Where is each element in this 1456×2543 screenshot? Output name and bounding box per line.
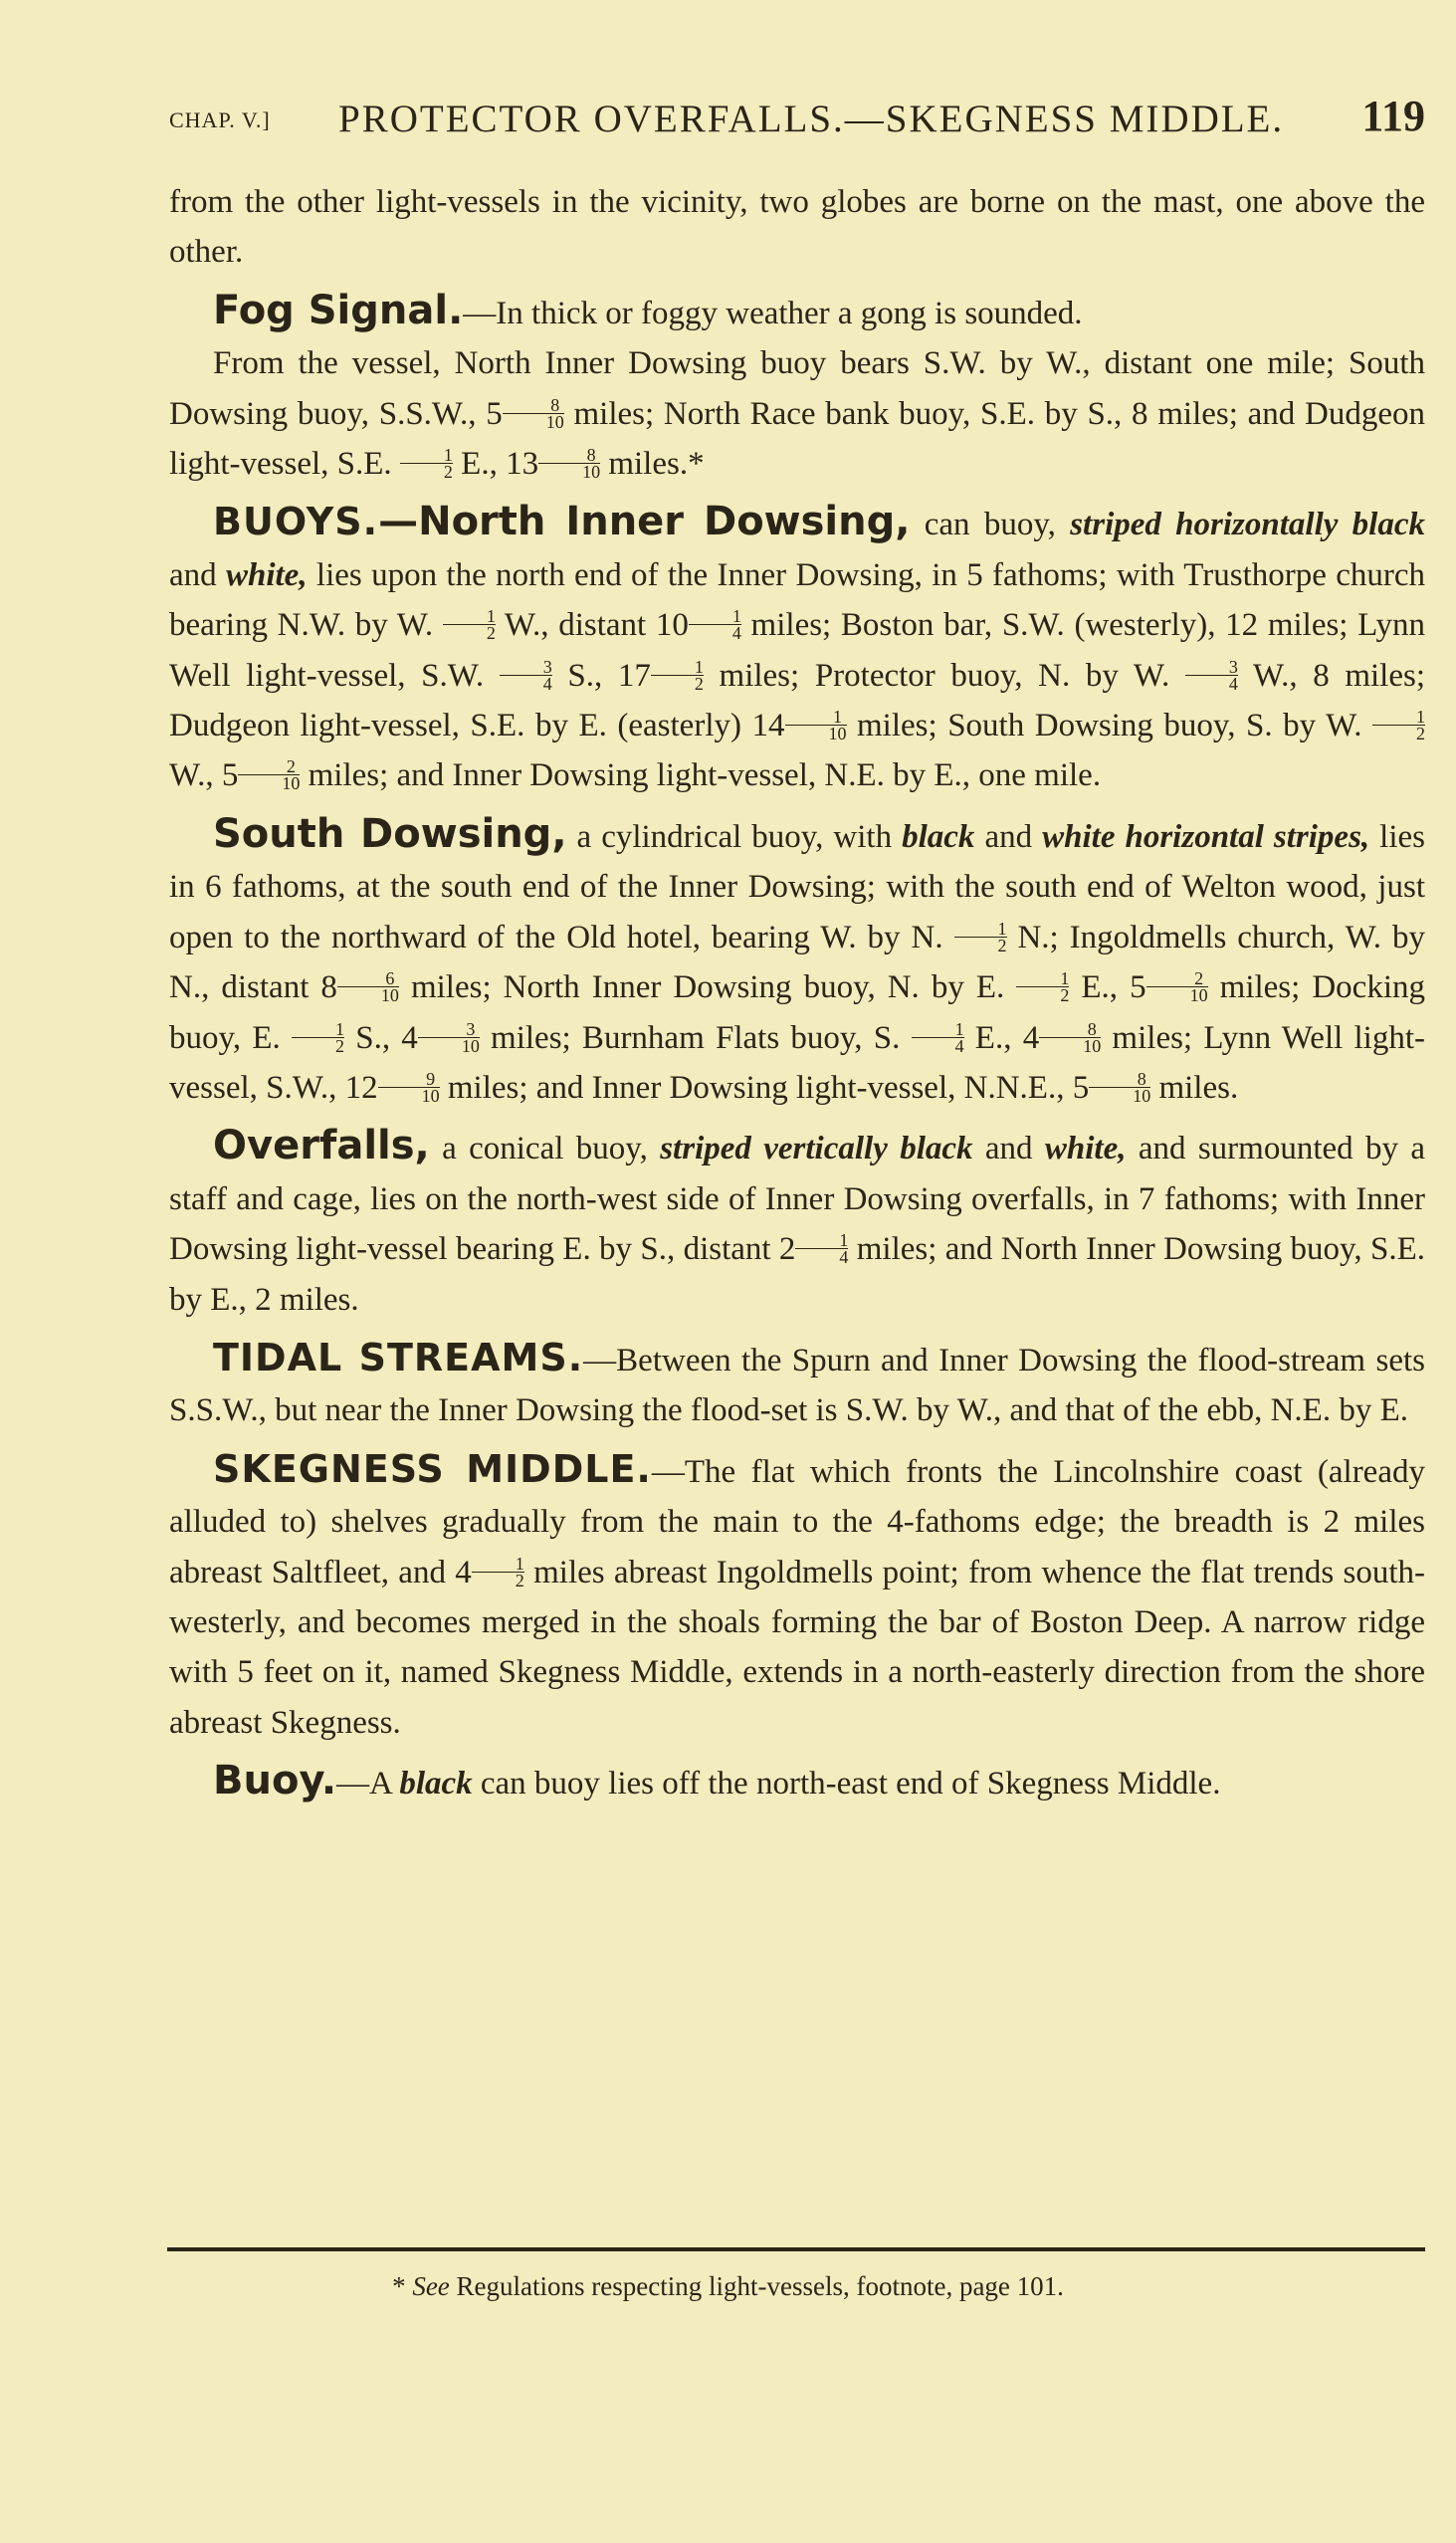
fraction: $\frac{8}{10}$ — [1039, 1021, 1101, 1054]
fraction: $\frac{3}{4}$ — [1185, 659, 1238, 692]
fraction: $\frac{1}{2}$ — [400, 447, 453, 480]
heading-tidal-streams: TIDAL STREAMS. — [213, 1335, 584, 1379]
page-number: 119 — [1361, 92, 1425, 140]
fraction: $\frac{1}{2}$ — [1016, 970, 1069, 1003]
fraction: $\frac{1}{2}$ — [954, 921, 1007, 954]
footnote-rule — [167, 2247, 1425, 2251]
fraction: $\frac{2}{10}$ — [238, 758, 300, 791]
fraction: $\frac{1}{2}$ — [1372, 709, 1425, 742]
page-header — [169, 82, 1425, 141]
heading-north-inner-dowsing: North Inner Dowsing, — [418, 499, 911, 545]
paragraph-skegness-middle: SKEGNESS MIDDLE.—The flat which fronts the Lincolnshire coast (already alluded to) shelves gradually from the main to the 4-fathoms edge; the breadth is 2 miles abreast Saltfleet, and 4 $\frac{1}{2}$ miles abreast Ingoldmells point; from whence the flat trends south-westerly, and becomes merged in the shoals forming the bar of Boston Deep. A narrow ridge with 5 feet on it, named Skegness Middle, extends in a north-easterly direction from the shore abreast Skegness. — [169, 1446, 1425, 1741]
paragraph-buoys: BUOYS.—North Inner Dowsing, can buoy, striped horizontally black and white, lies upon the north end of the Inner Dowsing, in 5 fathoms; with Trusthorpe church bearing N.W. by W. $\frac{1}{2}$ W., distant 10 $\frac{1}{4}$ miles; Boston bar, S.W. (westerly), 12 miles; Lynn Well light-vessel, S.W. $\frac{3}{4}$ S., 17 $\frac{1}{2}$ miles; Protector buoy, N. by W. $\frac{3}{4}$ W., 8 miles; Dudgeon light-vessel, S.E. by E. (easterly) 14 $\frac{1}{10}$ miles; South Dowsing buoy, S. by W. $\frac{1}{2}$ W., 5 $\frac{2}{10}$ miles; and Inner Dowsing light-vessel, N.E. by E., one mile. — [169, 499, 1426, 794]
paragraph-south-dowsing: South Dowsing, a cylindrical buoy, with black and white horizontal stripes, lies in 6 fathoms, at the south end of the Inner Dowsing; with the south end of Welton wood, just open to the northward of the Old hotel, bearing W. by N. $\frac{1}{2}$ N.; Ingoldmells church, W. by N., distant 8 $\frac{6}{10}$ miles; North Inner Dowsing buoy, N. by E. $\frac{1}{2}$ E., 5 $\frac{2}{10}$ miles; Docking buoy, E. $\frac{1}{2}$ S., 4 $\frac{3}{10}$ miles; Burnham Flats buoy, S. $\frac{1}{4}$ E., 4 $\frac{8}{10}$ miles; Lynn Well light-vessel, S.W., 12 $\frac{9}{10}$ miles; and Inner Dowsing light-vessel, N.N.E., 5 $\frac{8}{10}$ miles. — [169, 810, 1426, 1106]
heading-overfalls: Overfalls, — [213, 1123, 430, 1169]
paragraph-buoy: Buoy.—A black can buoy lies off the north-east end of Skegness Middle. — [213, 1758, 1221, 1804]
fraction: $\frac{2}{10}$ — [1146, 970, 1208, 1003]
heading-buoy: Buoy. — [213, 1758, 337, 1804]
paragraph-continued: from the other light-vessels in the vicinity, two globes are borne on the mast, one above the other. — [169, 184, 1425, 271]
fraction: $\frac{3}{10}$ — [418, 1021, 480, 1054]
fraction: $\frac{8}{10}$ — [1089, 1071, 1150, 1104]
heading-fog-signal: Fog Signal. — [213, 287, 464, 333]
paragraph-fog-bearings: From the vessel, North Inner Dowsing buoy bears S.W. by W., distant one mile; South Dowsing buoy, S.S.W., 5 $\frac{8}{10}$ miles; North Race bank buoy, S.E. by S., 8 miles; and Dudgeon light-vessel, S.E. $\frac{1}{2}$ E., 13 $\frac{8}{10}$ miles.* — [169, 345, 1425, 483]
paragraph-tidal-streams: TIDAL STREAMS.—Between the Spurn and Inner Dowsing the flood-stream sets S.S.W., but near the Inner Dowsing the flood-set is S.W. by W., and that of the ebb, N.E. by E. — [169, 1335, 1425, 1429]
fraction: $\frac{1}{2}$ — [443, 608, 496, 641]
heading-buoys: BUOYS. — [213, 500, 379, 544]
fraction: $\frac{9}{10}$ — [378, 1071, 440, 1104]
fraction: $\frac{8}{10}$ — [538, 447, 600, 480]
chapter-label: CHAP. V.] — [169, 107, 271, 132]
fraction: $\frac{1}{2}$ — [651, 659, 704, 692]
fraction: $\frac{1}{10}$ — [785, 709, 847, 742]
paragraph-overfalls: Overfalls, a conical buoy, striped vertically black and white, and surmounted by a staff and cage, lies on the north-west side of Inner Dowsing overfalls, in 7 fathoms; with Inner Dowsing light-vessel bearing E. by S., distant 2 $\frac{1}{4}$ miles; and North Inner Dowsing buoy, S.E. by E., 2 miles. — [169, 1123, 1425, 1318]
fraction: $\frac{6}{10}$ — [337, 970, 399, 1003]
fraction: $\frac{3}{4}$ — [500, 659, 552, 692]
page-body — [169, 177, 1425, 1809]
running-title: PROTECTOR OVERFALLS.—SKEGNESS MIDDLE. — [338, 98, 1285, 140]
fraction: $\frac{1}{2}$ — [472, 1556, 524, 1589]
paragraph-fog-signal: Fog Signal.—In thick or foggy weather a gong is sounded. — [213, 287, 1083, 333]
fraction: $\frac{1}{4}$ — [795, 1232, 848, 1265]
footnote: * See Regulations respecting light-vessels, footnote, page 101. — [392, 2271, 1064, 2301]
fraction: $\frac{1}{4}$ — [912, 1021, 964, 1054]
heading-south-dowsing: South Dowsing, — [213, 810, 567, 857]
heading-skegness-middle: SKEGNESS MIDDLE. — [213, 1446, 652, 1491]
fraction: $\frac{1}{4}$ — [689, 608, 741, 641]
fraction: $\frac{1}{2}$ — [292, 1021, 344, 1054]
fraction: $\frac{8}{10}$ — [503, 397, 564, 430]
